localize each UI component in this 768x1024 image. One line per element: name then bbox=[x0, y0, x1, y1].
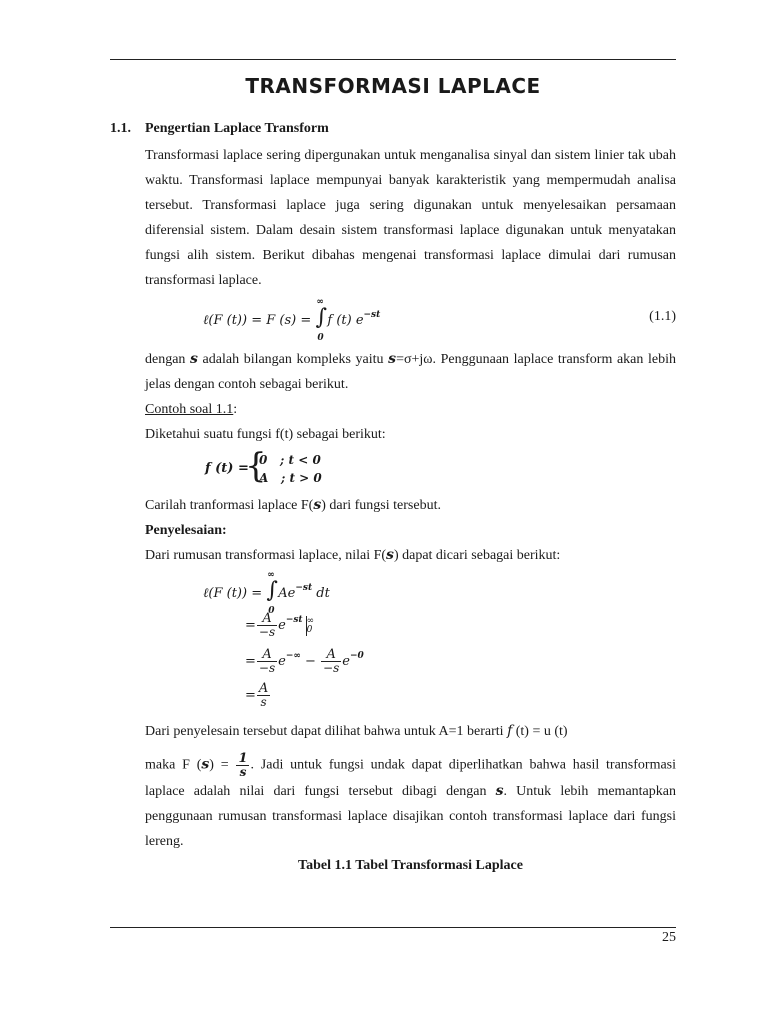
para2-text-1: dengan bbox=[145, 352, 191, 367]
para2-equation: =σ+jω bbox=[396, 352, 433, 367]
table-caption: Tabel 1.1 Tabel Transformasi Laplace bbox=[298, 858, 523, 873]
task-text-2: ) dari fungsi tersebut. bbox=[321, 498, 441, 513]
para4-text-3: . Jadi untuk fungsi undak dapat diperlihatkan bahwa hasil transformasi laplace adalah nilai dari fungsi tersebut dibagi dengan bbox=[145, 757, 677, 799]
der-r3-base1: e bbox=[278, 654, 286, 669]
para4-fraction-den: s bbox=[236, 765, 249, 779]
example-colon: : bbox=[233, 402, 238, 417]
task-var: s bbox=[313, 497, 322, 513]
intro-paragraph: Transformasi laplace sering dipergunakan untuk menganalisa sinyal dan sistem linier tak ubah waktu. Transformasi laplace mempunyai banyak karakteristik yang mempermudah analisa tersebut. Transformasi laplace juga sering digunakan untuk menyelesaikan persamaan diferensial sistem. Dalam desain sistem transformasi laplace digunakan untuk menyatakan fungsi alih sistem. Berikut dibahas mengenai transformasi laplace dimulai dari rumusan transformasi laplace. bbox=[145, 148, 676, 288]
equation-1-1-expression bbox=[203, 297, 381, 343]
der-integral-lower: 0 bbox=[268, 606, 275, 616]
para4-fraction-num: 1 bbox=[238, 751, 248, 766]
der-r2-num: A bbox=[262, 611, 272, 626]
page-number: 25 bbox=[662, 930, 676, 945]
der-r4-fraction bbox=[257, 682, 270, 709]
der-r1-exp: −st bbox=[295, 583, 313, 593]
der-r1-integrand: Ae bbox=[278, 586, 296, 601]
der-r3-exp2: −0 bbox=[349, 651, 364, 661]
der-r4-num: A bbox=[258, 681, 269, 696]
der-r3-eq: = bbox=[245, 654, 256, 669]
solution-var: s bbox=[386, 547, 394, 563]
content-body bbox=[145, 143, 676, 877]
eq1-lhs: ℓ(F (t)) = F (s) = bbox=[203, 313, 316, 328]
conclusion-paragraph bbox=[145, 752, 676, 854]
page-title: TRANSFORMASI LAPLACE bbox=[245, 74, 541, 98]
solution-text-1: Dari rumusan transformasi laplace, nilai F( bbox=[145, 548, 387, 563]
derivation-row-3 bbox=[245, 648, 364, 675]
piecewise-case-1: 0 ; t < 0 bbox=[259, 453, 321, 467]
der-r2-den: −s bbox=[258, 625, 276, 639]
der-r2-lo: 0 bbox=[306, 624, 313, 635]
der-r4-eq: = bbox=[245, 688, 256, 703]
piecewise-case-2: A ; t > 0 bbox=[259, 471, 322, 485]
der-r2-fraction bbox=[257, 612, 277, 639]
solution-label: Penyelesaian: bbox=[145, 523, 227, 538]
integral-upper-limit: ∞ bbox=[316, 297, 324, 307]
der-r3-minus: − bbox=[300, 654, 321, 669]
eq1-exponent: −st bbox=[363, 310, 381, 320]
der-r2-up: ∞ bbox=[306, 615, 315, 626]
der-r3-den2: −s bbox=[323, 661, 340, 675]
example-label: Contoh soal 1.1 bbox=[145, 402, 234, 417]
derivation-row-4 bbox=[245, 682, 271, 709]
solution-text-2: ) dapat dicari sebagai berikut: bbox=[393, 548, 561, 563]
der-r3-base2: e bbox=[342, 654, 350, 669]
section-number: 1.1. bbox=[110, 121, 131, 136]
piecewise-lhs: f (t) = bbox=[205, 461, 249, 476]
para2-text-2: adalah bilangan kompleks yaitu bbox=[197, 352, 389, 367]
para2-var: s bbox=[190, 351, 198, 367]
der-r3-den1: −s bbox=[258, 661, 276, 675]
derivation-row-1 bbox=[203, 570, 330, 616]
para3-text-2: (t) = u (t) bbox=[512, 724, 568, 739]
der-r1-dt: dt bbox=[312, 586, 330, 601]
para4-var2: s bbox=[495, 783, 504, 799]
solution-intro bbox=[145, 543, 676, 568]
task-line bbox=[145, 493, 676, 518]
footer-rule bbox=[110, 927, 676, 928]
header-rule bbox=[110, 59, 676, 60]
integral-sign: ∞ ∫ 0 bbox=[315, 297, 328, 343]
section-heading bbox=[110, 121, 329, 137]
der-r2-base: e bbox=[278, 618, 286, 633]
eq1-integrand: f (t) e bbox=[327, 313, 364, 328]
equation-1-1 bbox=[145, 295, 676, 347]
integral-lower-limit: 0 bbox=[317, 333, 324, 343]
para4-text-4: . Untuk lebih memantapkan penggunaan rumusan transformasi laplace disajikan contoh transformasi laplace dari fungsi lereng. bbox=[145, 784, 676, 849]
para3-fvar: f bbox=[507, 723, 513, 739]
left-brace: { bbox=[245, 446, 267, 486]
der-r4-den: s bbox=[257, 695, 270, 709]
piecewise-cases bbox=[259, 451, 322, 487]
der-integral-upper: ∞ bbox=[267, 570, 275, 580]
derivation-row-2 bbox=[245, 612, 314, 639]
evaluation-limits bbox=[307, 617, 315, 635]
para2-text-3: . Penggunaan laplace transform akan lebih jelas dengan contoh sebagai berikut. bbox=[145, 352, 676, 392]
para4-var: s bbox=[201, 756, 210, 773]
der-r3-num2: A bbox=[326, 647, 336, 662]
para4-text-1: maka F ( bbox=[145, 757, 202, 773]
derivation bbox=[145, 572, 676, 717]
der-r3-fraction-2 bbox=[321, 648, 341, 675]
para4-fraction bbox=[236, 752, 249, 779]
example-heading bbox=[145, 397, 676, 422]
result-paragraph bbox=[145, 719, 676, 744]
piecewise-function bbox=[145, 446, 676, 491]
task-text-1: Carilah tranformasi laplace F( bbox=[145, 498, 314, 513]
der-r2-eq: = bbox=[245, 618, 256, 633]
der-r1-lhs: ℓ(F (t)) = bbox=[203, 586, 267, 601]
given-line: Diketahui suatu fungsi f(t) sebagai berikut: bbox=[145, 427, 386, 442]
der-r3-exp1: −∞ bbox=[285, 651, 301, 661]
equation-number: (1.1) bbox=[649, 309, 676, 324]
complex-variable-paragraph bbox=[145, 347, 676, 397]
para3-text-1: Dari penyelesain tersebut dapat dilihat bahwa untuk A=1 berarti bbox=[145, 724, 508, 739]
der-r3-num1: A bbox=[262, 647, 272, 662]
para4-text-2: ) = bbox=[209, 757, 236, 773]
der-integral-sign: ∞ ∫ 0 bbox=[266, 570, 278, 616]
der-r3-fraction-1 bbox=[257, 648, 277, 675]
para2-svar: s bbox=[388, 351, 397, 367]
section-title: Pengertian Laplace Transform bbox=[145, 121, 329, 136]
der-r2-exp: −st bbox=[285, 615, 303, 625]
